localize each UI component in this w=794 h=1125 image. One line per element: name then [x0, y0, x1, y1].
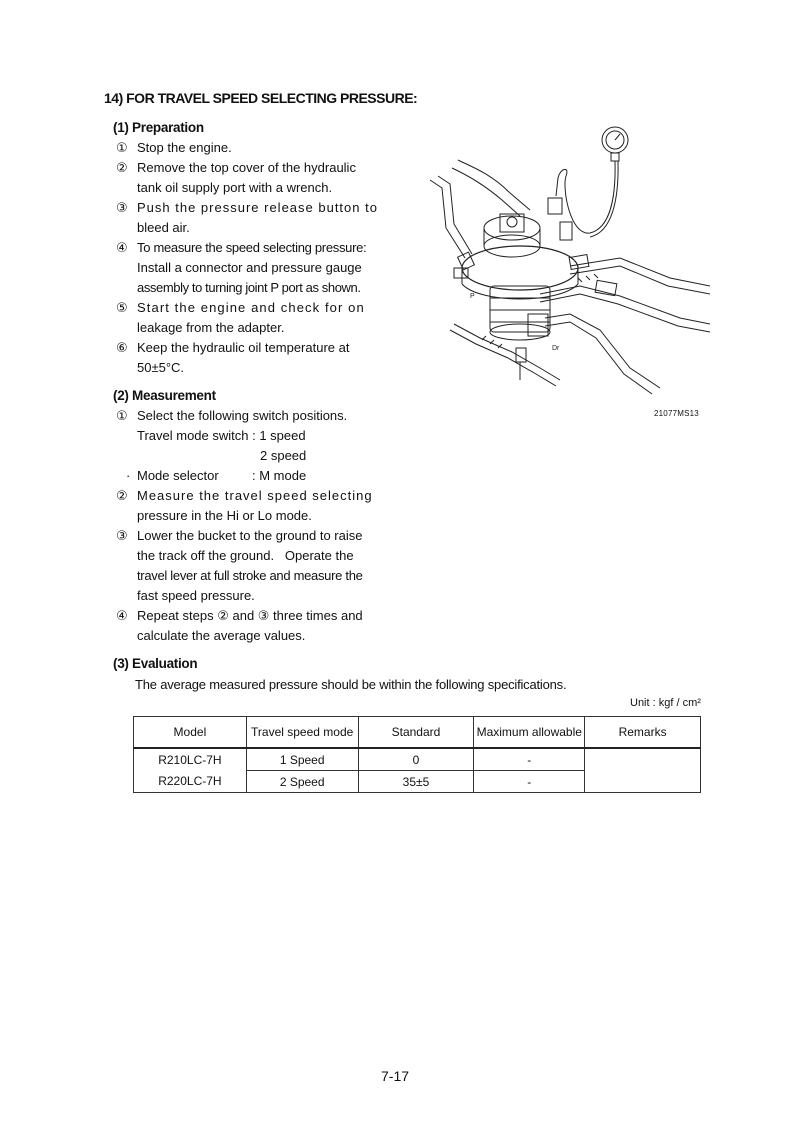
step-text-cont: the track off the ground. Operate the — [137, 548, 354, 563]
step-text-cont: fast speed pressure. — [137, 588, 255, 603]
step-text: Measure the travel speed selecting — [137, 488, 373, 503]
step-number: ④ — [116, 608, 128, 623]
step-text: Push the pressure release button to — [137, 200, 378, 215]
step-text: Select the following switch positions. — [137, 408, 348, 423]
prep-step-6 — [116, 338, 349, 358]
speed-mode-cell: 2 Speed — [246, 771, 358, 793]
step-number: ⑤ — [116, 300, 128, 315]
port-p-label: P — [470, 293, 475, 300]
step-number: ⑥ — [116, 340, 128, 355]
step-number: ② — [116, 160, 128, 175]
step-text: Repeat steps ② and ③ three times and — [137, 608, 363, 623]
evaluation-heading: (3) Evaluation — [113, 656, 198, 671]
header-standard: Standard — [358, 717, 474, 749]
turning-joint-pressure-gauge-figure — [420, 118, 710, 408]
prep-step-5 — [116, 298, 365, 318]
mode-selector-line — [126, 466, 306, 486]
step-text-cont: travel lever at full stroke and measure the — [137, 568, 363, 583]
page-number: 7-17 — [381, 1068, 410, 1084]
table-header-row — [134, 717, 701, 749]
header-remarks: Remarks — [585, 717, 701, 749]
measurement-heading: (2) Measurement — [113, 388, 216, 403]
meas-step-3 — [116, 526, 362, 546]
step-text-cont: calculate the average values. — [137, 628, 306, 643]
meas-step-2 — [116, 486, 373, 506]
mode-selector-label: Mode selector — [137, 468, 219, 483]
mode-selector-value: : M mode — [252, 468, 307, 483]
meas-step-4 — [116, 606, 363, 626]
prep-step-3 — [116, 198, 378, 218]
preparation-heading: (1) Preparation — [113, 120, 204, 135]
travel-mode-2-line: 2 speed — [260, 448, 307, 463]
step-text-cont: pressure in the Hi or Lo mode. — [137, 508, 312, 523]
step-number: ① — [116, 408, 128, 423]
figure-caption: 21077MS13 — [654, 409, 699, 418]
unit-label: Unit : kgf / cm² — [630, 697, 701, 709]
step-number: ③ — [116, 528, 128, 543]
step-number: ③ — [116, 200, 128, 215]
header-model: Model — [134, 717, 247, 749]
step-text-cont: assembly to turning joint P port as shown. — [137, 280, 361, 295]
prep-step-4 — [116, 238, 366, 258]
speed-mode-cell: 1 Speed — [246, 748, 358, 771]
max-allowable-cell: - — [474, 748, 585, 771]
step-number: ② — [116, 488, 128, 503]
section-title: 14) FOR TRAVEL SPEED SELECTING PRESSURE: — [104, 90, 418, 106]
prep-step-2 — [116, 158, 356, 178]
step-text-cont: leakage from the adapter. — [137, 320, 285, 335]
remarks-cell — [585, 748, 701, 771]
specification-table — [133, 716, 701, 793]
meas-step-1 — [116, 406, 347, 426]
step-number: ① — [116, 140, 128, 155]
port-dr-label: Dr — [552, 345, 560, 352]
step-text: Remove the top cover of the hydraulic — [137, 160, 356, 175]
max-allowable-cell: - — [474, 771, 585, 793]
travel-mode-switch-line: Travel mode switch : 1 speed — [137, 428, 306, 443]
step-text-cont: 50±5°C. — [137, 360, 185, 375]
step-text: Lower the bucket to the ground to raise — [137, 528, 363, 543]
table-row — [134, 771, 701, 793]
step-number: ④ — [116, 240, 128, 255]
step-text: Start the engine and check for on — [137, 300, 365, 315]
remarks-cell — [585, 771, 701, 793]
step-text-cont: Install a connector and pressure gauge — [137, 260, 362, 275]
step-text: Stop the engine. — [137, 140, 232, 155]
step-text-cont: tank oil supply port with a wrench. — [137, 180, 333, 195]
standard-cell: 35±5 — [358, 771, 474, 793]
evaluation-text: The average measured pressure should be within the following specifications. — [135, 677, 567, 692]
header-travel-speed-mode: Travel speed mode — [246, 717, 358, 749]
model-cell: R220LC-7H — [134, 771, 247, 793]
table-row — [134, 748, 701, 771]
header-maximum-allowable: Maximum allowable — [474, 717, 585, 749]
prep-step-1 — [116, 138, 232, 158]
step-text-cont: bleed air. — [137, 220, 190, 235]
model-cell: R210LC-7H — [134, 748, 247, 771]
bullet: · — [126, 468, 131, 483]
step-text: To measure the speed selecting pressure: — [137, 240, 367, 255]
step-text: Keep the hydraulic oil temperature at — [137, 340, 350, 355]
standard-cell: 0 — [358, 748, 474, 771]
